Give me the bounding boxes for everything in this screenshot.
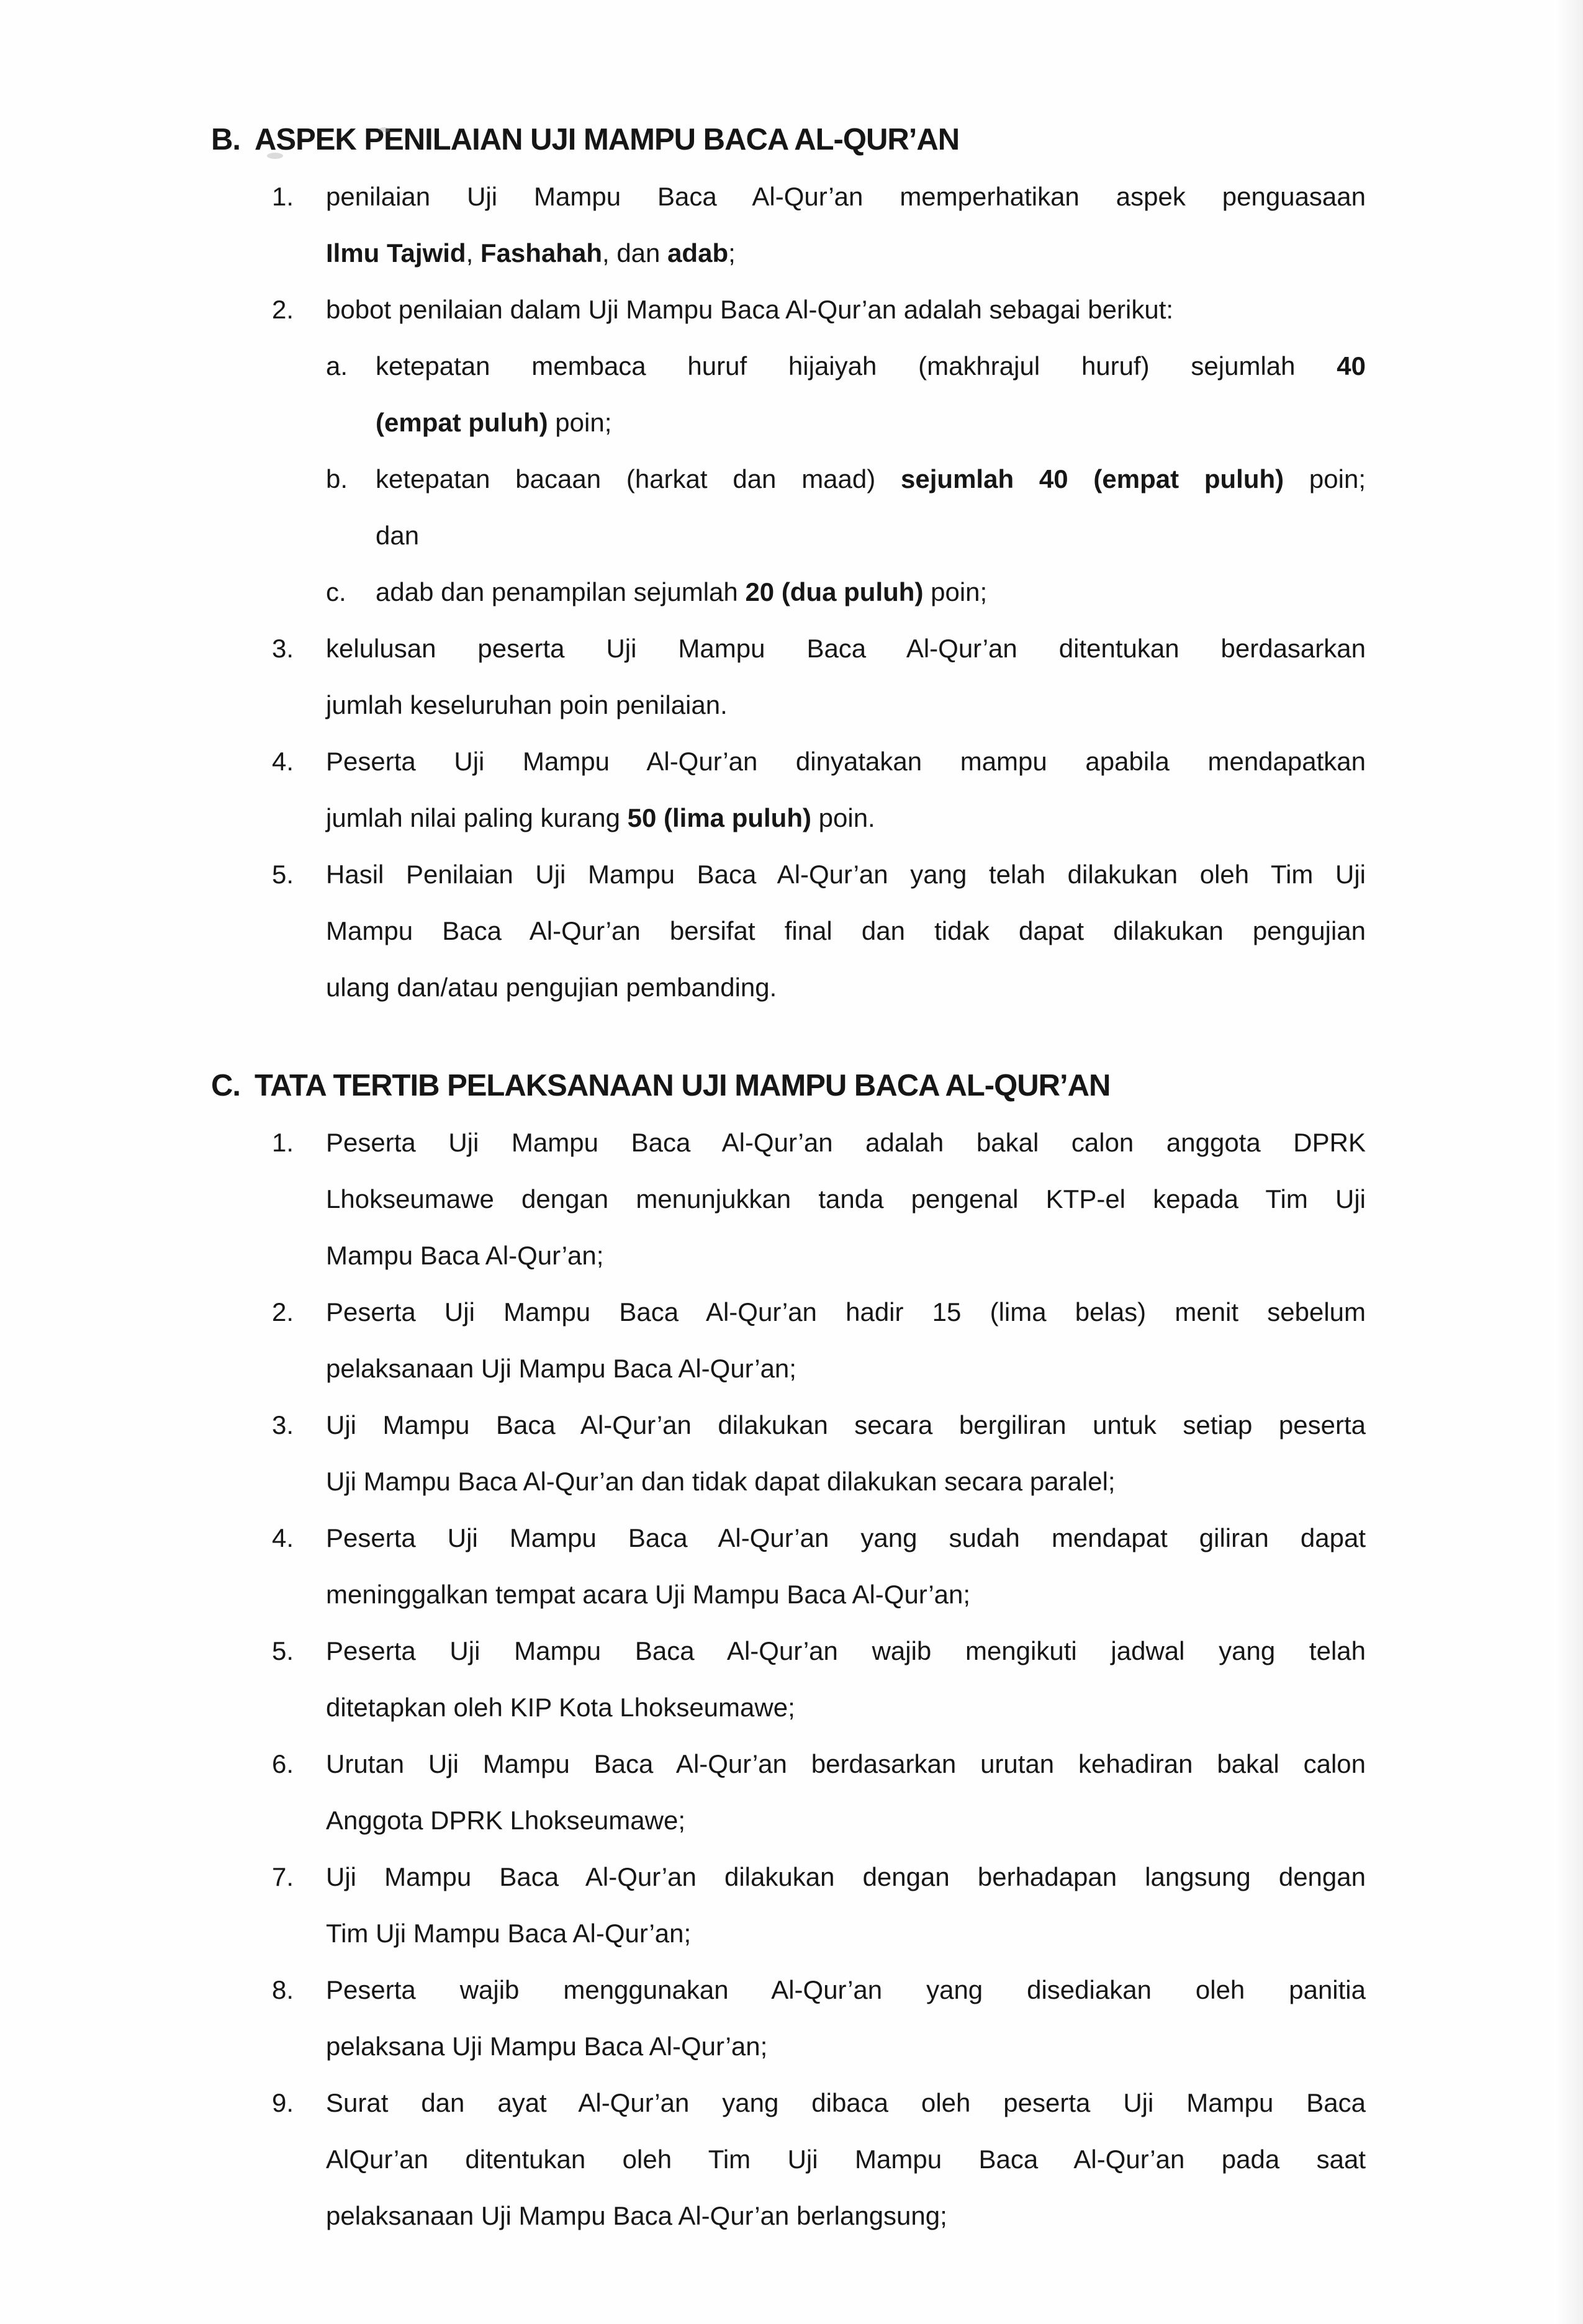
item-number: 5. bbox=[272, 860, 294, 889]
item-number: 4. bbox=[272, 1523, 294, 1552]
item-number: 2. bbox=[272, 1297, 294, 1326]
text-run: Hasil Penilaian Uji Mampu Baca Al-Qur’an yang telah dilakukan oleh Tim Uji bbox=[326, 860, 1366, 889]
text-run: bobot penilaian dalam Uji Mampu Baca Al-Qur’an adalah sebagai berikut: bbox=[326, 295, 1174, 324]
text-line bbox=[376, 507, 1366, 564]
bold-text-run: 20 (dua puluh) bbox=[745, 577, 924, 606]
text-line bbox=[326, 959, 1366, 1016]
item-text bbox=[326, 168, 1366, 281]
item-number: 3. bbox=[272, 634, 294, 663]
bold-text-run: sejumlah 40 (empat puluh) bbox=[901, 464, 1284, 493]
list-item bbox=[272, 1961, 1366, 2074]
item-number: 5. bbox=[272, 1636, 294, 1665]
list-item bbox=[272, 733, 1366, 846]
text-run: Uji Mampu Baca Al-Qur’an dilakukan dengan berhadapan langsung dengan bbox=[326, 1862, 1366, 1891]
item-text bbox=[326, 620, 1366, 733]
section-c bbox=[211, 1058, 1366, 2244]
item-number: 8. bbox=[272, 1975, 294, 2004]
sub-list-item bbox=[326, 451, 1366, 564]
text-line bbox=[326, 790, 1366, 846]
text-line bbox=[326, 1566, 1366, 1623]
section-heading bbox=[211, 112, 1366, 168]
text-run: Mampu Baca Al-Qur’an bersifat final dan tidak dapat dilakukan pengujian bbox=[326, 916, 1366, 945]
text-run: Peserta wajib menggunakan Al-Qur’an yang disediakan oleh panitia bbox=[326, 1975, 1366, 2004]
text-line bbox=[326, 281, 1366, 338]
item-text bbox=[326, 1849, 1366, 1961]
text-run: meninggalkan tempat acara Uji Mampu Baca Al-Qur’an; bbox=[326, 1580, 971, 1609]
item-text bbox=[326, 846, 1366, 1016]
text-line bbox=[326, 1905, 1366, 1961]
text-run: Lhokseumawe dengan menunjukkan tanda pengenal KTP-el kepada Tim Uji bbox=[326, 1184, 1366, 1214]
text-run: dan bbox=[376, 521, 420, 550]
text-run: ; bbox=[728, 238, 736, 268]
text-line bbox=[376, 338, 1366, 394]
text-line bbox=[326, 1114, 1366, 1171]
text-run: Uji Mampu Baca Al-Qur’an dilakukan secara bergiliran untuk setiap peserta bbox=[326, 1410, 1366, 1439]
text-line bbox=[326, 1340, 1366, 1397]
list-item bbox=[272, 1510, 1366, 1623]
text-run: ditetapkan oleh KIP Kota Lhokseumawe; bbox=[326, 1693, 795, 1722]
text-run: Urutan Uji Mampu Baca Al-Qur’an berdasarkan urutan kehadiran bakal calon bbox=[326, 1749, 1366, 1778]
text-run: jumlah keseluruhan poin penilaian. bbox=[326, 690, 728, 719]
list-item bbox=[272, 1849, 1366, 1961]
text-line bbox=[326, 1453, 1366, 1510]
scan-edge-shadow bbox=[1557, 0, 1583, 2324]
item-number: 4. bbox=[272, 747, 294, 776]
text-line bbox=[376, 564, 1366, 620]
text-run: Peserta Uji Mampu Al-Qur’an dinyatakan mampu apabila mendapatkan bbox=[326, 747, 1366, 776]
text-run: Uji Mampu Baca Al-Qur’an dan tidak dapat dilakukan secara paralel; bbox=[326, 1467, 1116, 1496]
text-line bbox=[376, 451, 1366, 507]
text-line bbox=[376, 394, 1366, 451]
text-line bbox=[326, 2131, 1366, 2187]
item-text bbox=[326, 1114, 1366, 1284]
text-line bbox=[326, 168, 1366, 225]
text-run: , bbox=[466, 238, 480, 268]
item-text bbox=[326, 2074, 1366, 2244]
text-line bbox=[326, 225, 1366, 281]
item-number: 1. bbox=[272, 1128, 294, 1157]
text-line bbox=[326, 620, 1366, 677]
text-line bbox=[326, 1397, 1366, 1453]
bold-text-run: (empat puluh) bbox=[376, 408, 548, 437]
list-item bbox=[272, 1736, 1366, 1849]
item-text bbox=[326, 733, 1366, 846]
text-line bbox=[326, 1849, 1366, 1905]
bold-text-run: Ilmu Tajwid bbox=[326, 238, 466, 268]
text-run: kelulusan peserta Uji Mampu Baca Al-Qur’an ditentukan berdasarkan bbox=[326, 634, 1366, 663]
subitem-letter: a. bbox=[326, 351, 348, 381]
text-line bbox=[326, 1961, 1366, 2018]
text-run: pelaksana Uji Mampu Baca Al-Qur’an; bbox=[326, 2032, 768, 2061]
text-line bbox=[326, 1227, 1366, 1284]
text-line bbox=[326, 677, 1366, 733]
text-run: Surat dan ayat Al-Qur’an yang dibaca oleh peserta Uji Mampu Baca bbox=[326, 2088, 1366, 2117]
section-title: ASPEK PENILAIAN UJI MAMPU BACA AL-QUR’AN bbox=[255, 123, 960, 156]
text-run: ulang dan/atau pengujian pembanding. bbox=[326, 973, 777, 1002]
text-run: penilaian Uji Mampu Baca Al-Qur’an memperhatikan aspek penguasaan bbox=[326, 182, 1366, 211]
text-run: AlQur’an ditentukan oleh Tim Uji Mampu Baca Al-Qur’an pada saat bbox=[326, 2145, 1366, 2174]
section-title: TATA TERTIB PELAKSANAAN UJI MAMPU BACA AL-QUR’AN bbox=[255, 1069, 1111, 1102]
list-item bbox=[272, 1397, 1366, 1510]
text-line bbox=[326, 1736, 1366, 1792]
text-line bbox=[326, 903, 1366, 959]
text-line bbox=[326, 2074, 1366, 2131]
text-line bbox=[326, 733, 1366, 790]
list-item bbox=[272, 168, 1366, 281]
text-line bbox=[326, 1171, 1366, 1227]
numbered-list bbox=[272, 1114, 1366, 2244]
text-run: Anggota DPRK Lhokseumawe; bbox=[326, 1806, 685, 1835]
bold-text-run: Fashahah bbox=[480, 238, 602, 268]
subitem-text bbox=[376, 564, 1366, 620]
text-run: jumlah nilai paling kurang bbox=[326, 803, 628, 832]
text-run: pelaksanaan Uji Mampu Baca Al-Qur’an berlangsung; bbox=[326, 2201, 947, 2230]
item-number: 7. bbox=[272, 1862, 294, 1891]
section-number: B. bbox=[211, 123, 240, 156]
text-line bbox=[326, 1623, 1366, 1679]
text-line bbox=[326, 2018, 1366, 2074]
text-run: Peserta Uji Mampu Baca Al-Qur’an wajib mengikuti jadwal yang telah bbox=[326, 1636, 1366, 1665]
section-heading bbox=[211, 1058, 1366, 1114]
text-run: Mampu Baca Al-Qur’an; bbox=[326, 1241, 604, 1270]
item-text bbox=[326, 1736, 1366, 1849]
scan-artifact bbox=[379, 127, 390, 132]
text-line bbox=[326, 1792, 1366, 1849]
text-run: , dan bbox=[602, 238, 668, 268]
text-run: Peserta Uji Mampu Baca Al-Qur’an hadir 15 (lima belas) menit sebelum bbox=[326, 1297, 1366, 1326]
list-item bbox=[272, 281, 1366, 620]
item-number: 3. bbox=[272, 1410, 294, 1439]
section-number: C. bbox=[211, 1069, 240, 1102]
text-run: adab dan penampilan sejumlah bbox=[376, 577, 746, 606]
item-text bbox=[326, 1961, 1366, 2074]
item-text bbox=[326, 1510, 1366, 1623]
item-number: 6. bbox=[272, 1749, 294, 1778]
text-run: Peserta Uji Mampu Baca Al-Qur’an yang sudah mendapat giliran dapat bbox=[326, 1523, 1366, 1552]
list-item bbox=[272, 2074, 1366, 2244]
list-item bbox=[272, 1623, 1366, 1736]
bold-text-run: 50 (lima puluh) bbox=[627, 803, 811, 832]
item-number: 9. bbox=[272, 2088, 294, 2117]
list-item bbox=[272, 1284, 1366, 1397]
list-item bbox=[272, 846, 1366, 1016]
text-run: ketepatan bacaan (harkat dan maad) bbox=[376, 464, 901, 493]
text-run: Peserta Uji Mampu Baca Al-Qur’an adalah bakal calon anggota DPRK bbox=[326, 1128, 1366, 1157]
text-line bbox=[326, 1510, 1366, 1566]
text-line bbox=[326, 2187, 1366, 2244]
text-run: poin. bbox=[811, 803, 875, 832]
list-item bbox=[272, 620, 1366, 733]
item-text bbox=[326, 281, 1366, 620]
subitem-letter: b. bbox=[326, 464, 348, 493]
text-run: Tim Uji Mampu Baca Al-Qur’an; bbox=[326, 1919, 692, 1948]
text-line bbox=[326, 846, 1366, 903]
item-text bbox=[326, 1397, 1366, 1510]
item-number: 1. bbox=[272, 182, 294, 211]
text-run: pelaksanaan Uji Mampu Baca Al-Qur’an; bbox=[326, 1354, 796, 1383]
text-run: poin; bbox=[1284, 464, 1366, 493]
text-run: poin; bbox=[548, 408, 612, 437]
numbered-list bbox=[272, 168, 1366, 1016]
subitem-text bbox=[376, 338, 1366, 451]
subitem-text bbox=[376, 451, 1366, 564]
text-line bbox=[326, 1284, 1366, 1340]
text-run: poin; bbox=[923, 577, 988, 606]
text-line bbox=[326, 1679, 1366, 1736]
bold-text-run: adab bbox=[667, 238, 729, 268]
item-number: 2. bbox=[272, 295, 294, 324]
list-item bbox=[272, 1114, 1366, 1284]
sub-list-item bbox=[326, 338, 1366, 451]
sub-list-item bbox=[326, 564, 1366, 620]
bold-text-run: 40 bbox=[1337, 351, 1366, 381]
item-text bbox=[326, 1623, 1366, 1736]
item-text bbox=[326, 1284, 1366, 1397]
subitem-letter: c. bbox=[326, 577, 346, 606]
scan-artifact bbox=[267, 153, 283, 159]
section-b bbox=[211, 112, 1366, 1016]
text-run: ketepatan membaca huruf hijaiyah (makhrajul huruf) sejumlah bbox=[376, 351, 1337, 381]
